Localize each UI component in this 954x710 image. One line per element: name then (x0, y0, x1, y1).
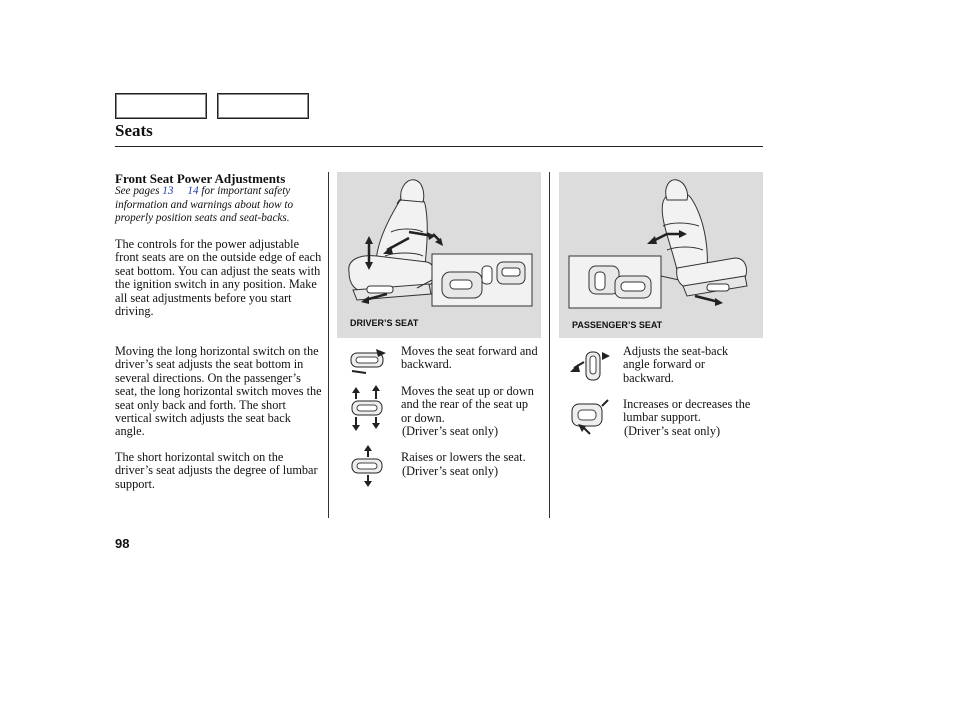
title-rule (115, 146, 763, 147)
passenger-seat-figure (559, 172, 763, 338)
driver-seat-illustration (337, 172, 541, 338)
desc-forward-back: Moves the seat forward and backward. (401, 344, 538, 372)
note-prefix: See pages (115, 185, 163, 197)
page-link-14[interactable]: 14 (187, 185, 199, 197)
page-number: 98 (115, 536, 130, 551)
nav-button-2[interactable] (217, 93, 309, 119)
up-down-switch-icon (346, 385, 386, 433)
desc-up-down: Moves the seat up or down and the rear of the seat up or down. (401, 384, 534, 425)
paragraph-1: The controls for the power adjustable front seats are on the outside edge of each seat bottom. You can adjust the seats with the ignition switch in any position. Make all seat adjustments before you start driving. (115, 237, 322, 319)
driver-seat-caption: DRIVER’S SEAT (350, 318, 419, 328)
column-divider-1 (328, 172, 329, 518)
page-link-13[interactable]: 13 (162, 185, 174, 197)
note-suffix: for important safety information and warnings about how to properly position seats and seat-backs. (115, 185, 294, 224)
driver-seat-figure (337, 172, 541, 338)
seatback-switch-icon (568, 348, 612, 384)
desc-raise-lower-note: (Driver’s seat only) (402, 464, 499, 478)
passenger-seat-illustration (559, 172, 763, 338)
desc-lumbar-note: (Driver’s seat only) (624, 424, 721, 438)
passenger-seat-caption: PASSENGER’S SEAT (572, 320, 663, 330)
lumbar-switch-icon (568, 398, 612, 438)
section-heading: Front Seat Power Adjustments (115, 171, 286, 186)
desc-up-down-note: (Driver’s seat only) (402, 424, 499, 438)
nav-button-1[interactable] (115, 93, 207, 119)
long-horizontal-switch-icon (348, 347, 388, 377)
safety-note (115, 185, 320, 226)
column-divider-2 (549, 172, 550, 518)
desc-lumbar: Increases or decreases the lumbar support. (623, 397, 751, 425)
paragraph-2: Moving the long horizontal switch on the driver’s seat adjusts the seat bottom in several directions. On the passenger’s seat, the long horizontal switch moves the seat only back and forth. The short vertical switch adjusts the seat back angle. (115, 344, 322, 439)
page-title: Seats (115, 121, 153, 140)
paragraph-3: The short horizontal switch on the driver’s seat adjusts the degree of lumbar support. (115, 450, 318, 491)
desc-raise-lower: Raises or lowers the seat. (401, 450, 526, 464)
raise-lower-switch-icon (346, 445, 386, 487)
desc-seatback: Adjusts the seat-back angle forward or backward. (623, 344, 729, 385)
